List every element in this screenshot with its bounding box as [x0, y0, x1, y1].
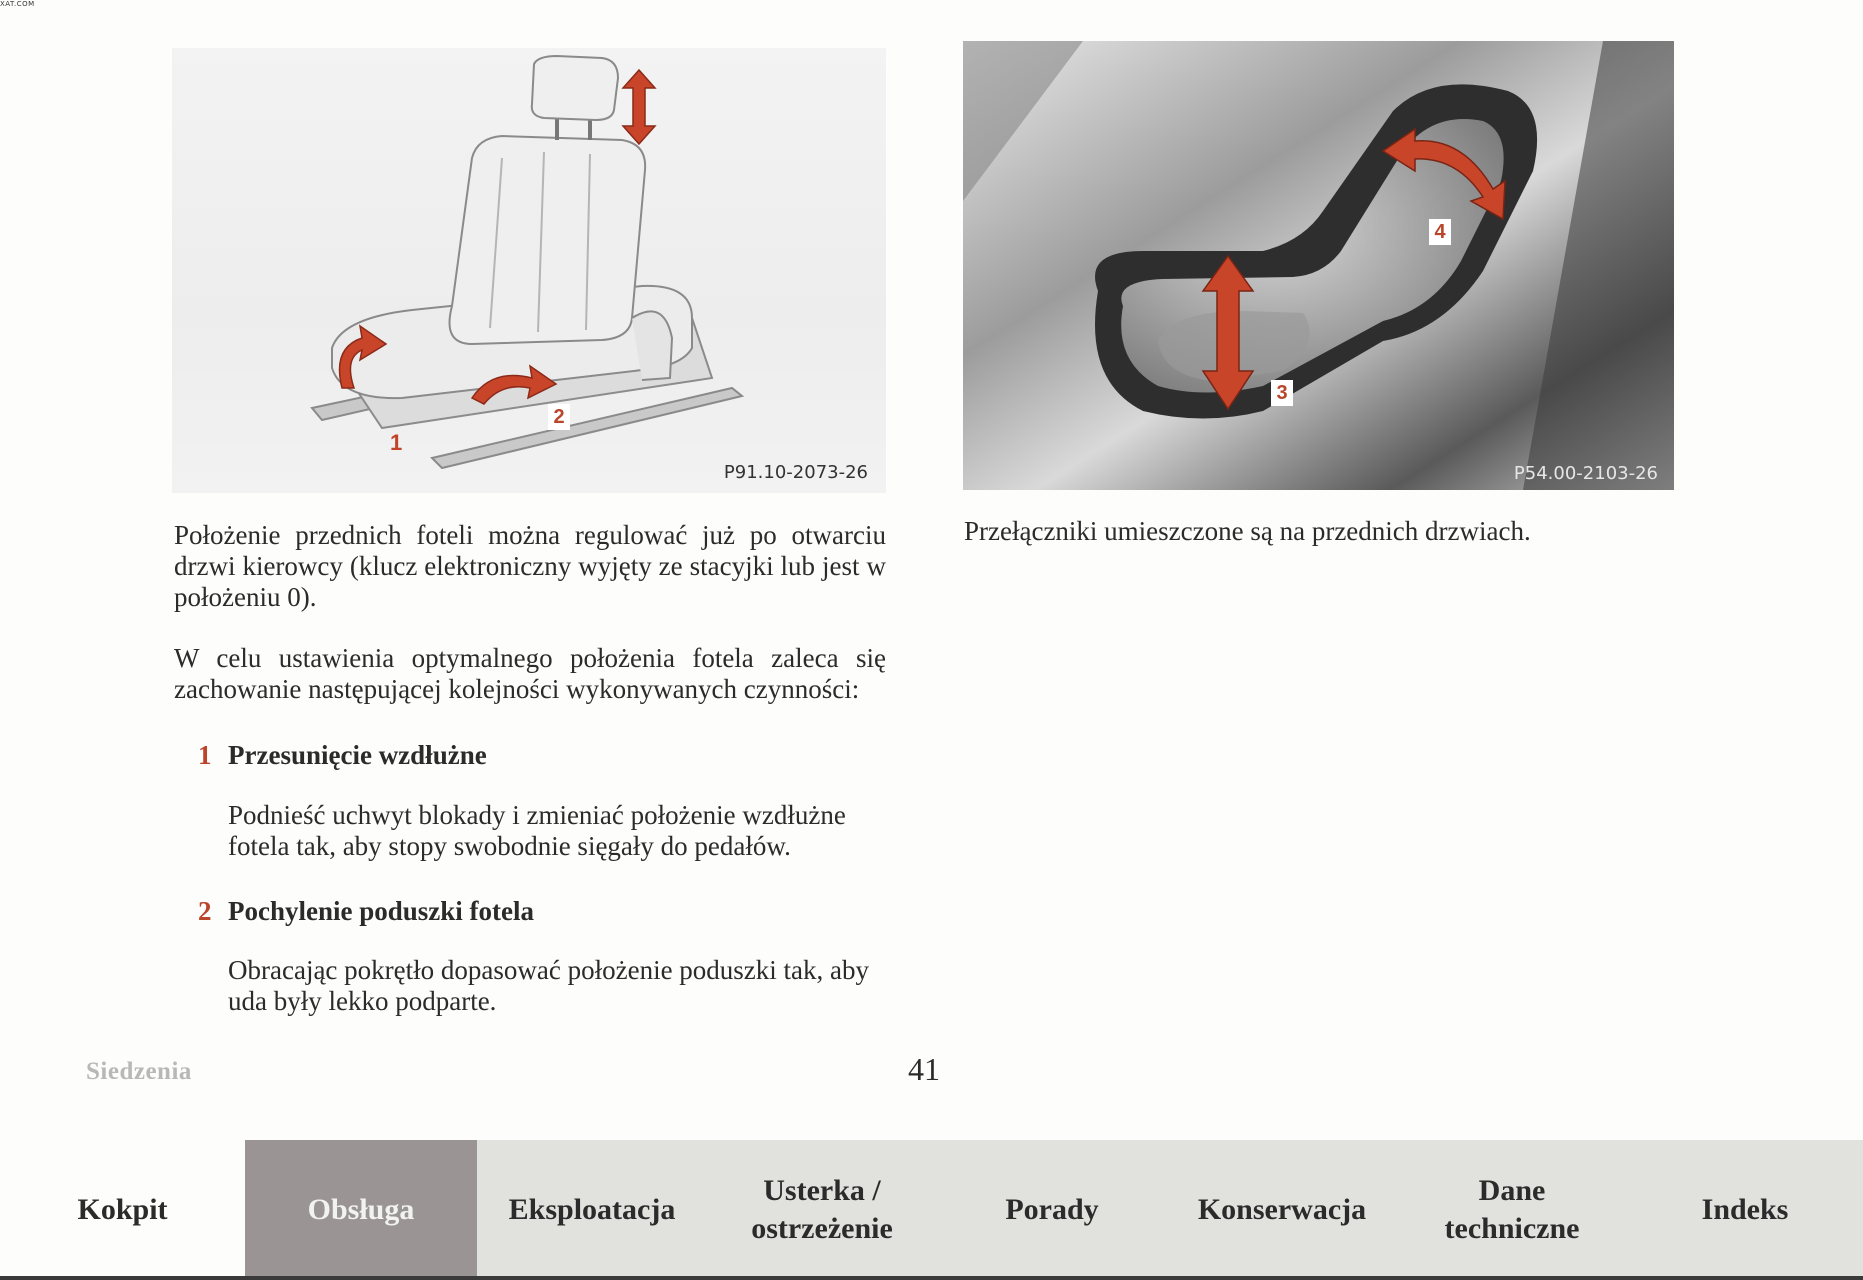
- step-heading: [198, 896, 534, 927]
- callout-4: 4: [1429, 219, 1451, 245]
- tab-obsluga[interactable]: Obsługa: [245, 1140, 477, 1280]
- step-title: Pochylenie poduszki fotela: [228, 896, 535, 926]
- tab-usterka[interactable]: Usterka / ostrzeżenie: [707, 1140, 937, 1280]
- tab-eksploatacja[interactable]: Eksploatacja: [477, 1140, 707, 1280]
- seat-illustration: [172, 48, 886, 493]
- section-label: Siedzenia: [86, 1058, 192, 1085]
- step-body: Podnieść uchwyt blokady i zmieniać położenie wzdłużne fotela tak, aby stopy swobodnie sięgały do pedałów.: [228, 800, 846, 861]
- callout-2: 2: [548, 404, 570, 430]
- switch-location-paragraph: Przełączniki umieszczone są na przednich drzwiach.: [964, 516, 1531, 546]
- step-number: 2: [198, 896, 212, 926]
- nav-bottom-border: [0, 1276, 1863, 1280]
- callout-3: 3: [1271, 380, 1293, 406]
- seat-drawing: [172, 48, 886, 493]
- instructions-paragraph: W celu ustawienia optymalnego położenia fotela zaleca się zachowanie następującej kolejności wykonywanych czynności:: [174, 643, 886, 704]
- door-switch-photo: [963, 41, 1674, 490]
- step-number: 1: [198, 740, 212, 770]
- tab-kokpit[interactable]: Kokpit: [0, 1140, 245, 1280]
- chapter-nav: [0, 1140, 1863, 1280]
- switch-drawing: [963, 41, 1674, 490]
- intro-paragraph: Położenie przednich foteli można regulować już po otwarciu drzwi kierowcy (klucz elektroniczny wyjęty ze stacyjki lub jest w położeniu 0).: [174, 520, 886, 612]
- step-body: Obracając pokrętło dopasować położenie poduszki tak, aby uda były lekko podparte.: [228, 955, 870, 1016]
- callout-1: 1: [390, 430, 403, 455]
- tab-indeks[interactable]: Indeks: [1627, 1140, 1863, 1280]
- page-number: 41: [908, 1051, 940, 1087]
- watermark: XAT.COM: [0, 0, 35, 8]
- step-title: Przesunięcie wzdłużne: [228, 740, 487, 770]
- figure-code: P91.10-2073-26: [723, 462, 868, 483]
- step-heading: [198, 740, 487, 771]
- tab-dane-techniczne[interactable]: Dane techniczne: [1397, 1140, 1627, 1280]
- tab-konserwacja[interactable]: Konserwacja: [1167, 1140, 1397, 1280]
- figure-code: P54.00-2103-26: [1513, 463, 1658, 484]
- tab-porady[interactable]: Porady: [937, 1140, 1167, 1280]
